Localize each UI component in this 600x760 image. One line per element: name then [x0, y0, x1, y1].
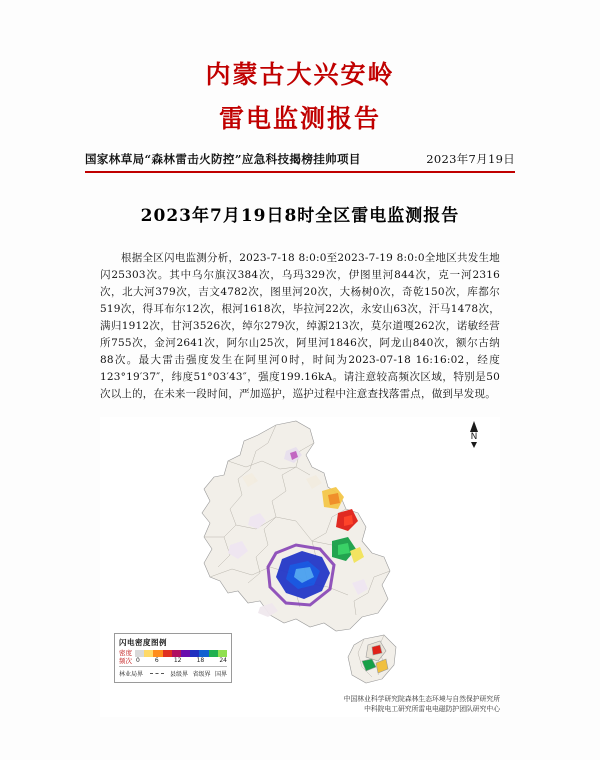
- legend-ticks: [135, 658, 227, 664]
- map-credit: [344, 695, 500, 715]
- report-date: 2023年7月19日: [426, 152, 515, 166]
- legend-density-label: 密度: [119, 648, 132, 657]
- report-title-line2: 雷电监测报告: [218, 103, 381, 133]
- boundary-line-icon: [150, 673, 164, 674]
- legend-tick: 18: [196, 656, 205, 664]
- credit-line-1: 中国林业科学研究院森林生态环境与自然保护研究所: [343, 695, 500, 704]
- report-subtitle: 2023年7月19日8时全区雷电监测报告: [140, 206, 460, 226]
- report-meta-row: [85, 151, 515, 171]
- north-label: N: [470, 432, 478, 442]
- legend-tick: 24: [219, 656, 227, 664]
- legend-count-row: [119, 658, 227, 665]
- legend-tick: 12: [173, 656, 182, 664]
- legend-boundary-national: 国界: [214, 671, 227, 678]
- legend-count-label: 频次: [119, 656, 132, 665]
- legend-boundary-forestry: 林业局界: [119, 671, 144, 678]
- legend-color-ramp: [135, 650, 227, 657]
- lightning-density-map: [100, 417, 500, 717]
- legend-tick: 6: [154, 656, 159, 664]
- legend-boundary-county: 县级界: [169, 671, 188, 678]
- north-arrow-icon: [466, 421, 482, 448]
- legend-boundary-province: 省级界: [192, 671, 211, 678]
- map-legend: [114, 633, 232, 684]
- report-header: [0, 0, 600, 137]
- header-divider: [85, 171, 515, 173]
- report-title-line1: 内蒙古大兴安岭: [205, 60, 395, 89]
- report-body: 根据全区闪电监测分析，2023-7-18 8:0:0至2023-7-19 8:0:0全地区共发生地闪25303次。其中乌尔旗汉384次，乌玛329次，伊图里河844次，克一河2316次，北大河379次，吉文4782次，图里河20次，大杨树0次，奇乾150次，库都尔519次，得耳布尔12次，根河1618次，毕拉河22次，永安山63次，汗马1478次，满归1912次，甘河3526次，绰尔279次，绰源213次，莫尔道嘎262次，诺敏经营所755次，金河2641次，阿尔山25次，阿里河1846次，阿龙山840次，额尔古纳88次。最大雷击强度发生在阿里河0时，时间为2023-07-18 16:16:02，经度123°19′37″，纬度51°03′43″，强度199.16kA。请注意较高频次区域，特别是50次以上的，在未来一段时间，严加巡护，巡护过程中注意查找落雷点，做到早发现。: [100, 252, 500, 400]
- legend-tick: 0: [136, 656, 140, 664]
- legend-title: 闪电密度图例: [119, 637, 167, 647]
- credit-line-2: 中科院电工研究所雷电电磁防护团队研究中心: [364, 705, 500, 714]
- project-label: 国家林草局“森林雷击火防控”应急科技揭榜挂帅项目: [85, 152, 361, 166]
- legend-boundary-row: [119, 666, 227, 678]
- legend-density-row: [119, 650, 227, 657]
